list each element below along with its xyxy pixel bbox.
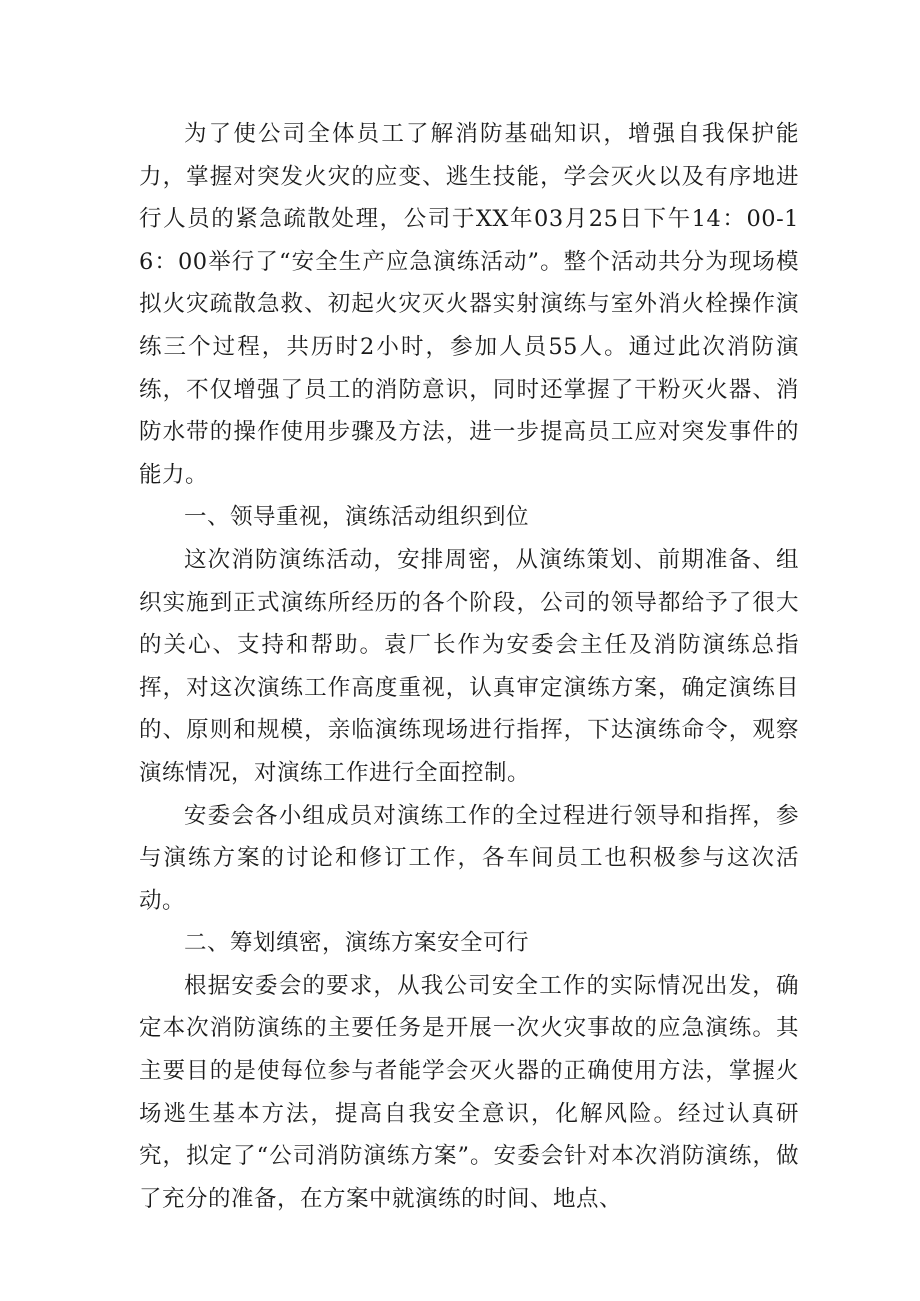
leadership-paragraph: 这次消防演练活动，安排周密，从演练策划、前期准备、组织实施到正式演练所经历的各个阶段，公司的领导都给予了很大的关心、支持和帮助。袁厂长作为安委会主任及消防演练总指挥，对这次演练工作高度重视，认真审定演练方案，确定演练目的、原则和规模，亲临演练现场进行指挥，下达演练命令，观察演练情况，对演练工作进行全面控制。 xyxy=(139,546,799,786)
section-heading-leadership: 一、领导重视，演练活动组织到位 xyxy=(184,504,530,531)
planning-paragraph: 根据安委会的要求，从我公司安全工作的实际情况出发，确定本次消防演练的主要任务是开展一次火灾事故的应急演练。其主要目的是使每位参与者能学会灭火器的正确使用方法，掌握火场逃生基本方法，提高自我安全意识，化解风险。经过认真研究，拟定了“公司消防演练方案”。安委会针对本次消防演练，做了充分的准备，在方案中就演练的时间、地点、 xyxy=(139,972,799,1212)
intro-paragraph: 为了使公司全体员工了解消防基础知识，增强自我保护能力，掌握对突发火灾的应变、逃生技能，学会灭火以及有序地进行人员的紧急疏散处理，公司于XX年03月25日下午14：00-16：00举行了“安全生产应急演练活动”。整个活动共分为现场模拟火灾疏散急救、初起火灾灭火器实射演练与室外消火栓操作演练三个过程，共历时2小时，参加人员55人。通过此次消防演练，不仅增强了员工的消防意识，同时还掌握了干粉灭火器、消防水带的操作使用步骤及方法，进一步提高员工应对突发事件的能力。 xyxy=(139,121,799,488)
section-heading-planning: 二、筹划缜密，演练方案安全可行 xyxy=(184,930,530,957)
document-body xyxy=(139,113,799,1220)
committee-paragraph: 安委会各小组成员对演练工作的全过程进行领导和指挥，参与演练方案的讨论和修订工作，各车间员工也积极参与这次活动。 xyxy=(139,802,799,914)
